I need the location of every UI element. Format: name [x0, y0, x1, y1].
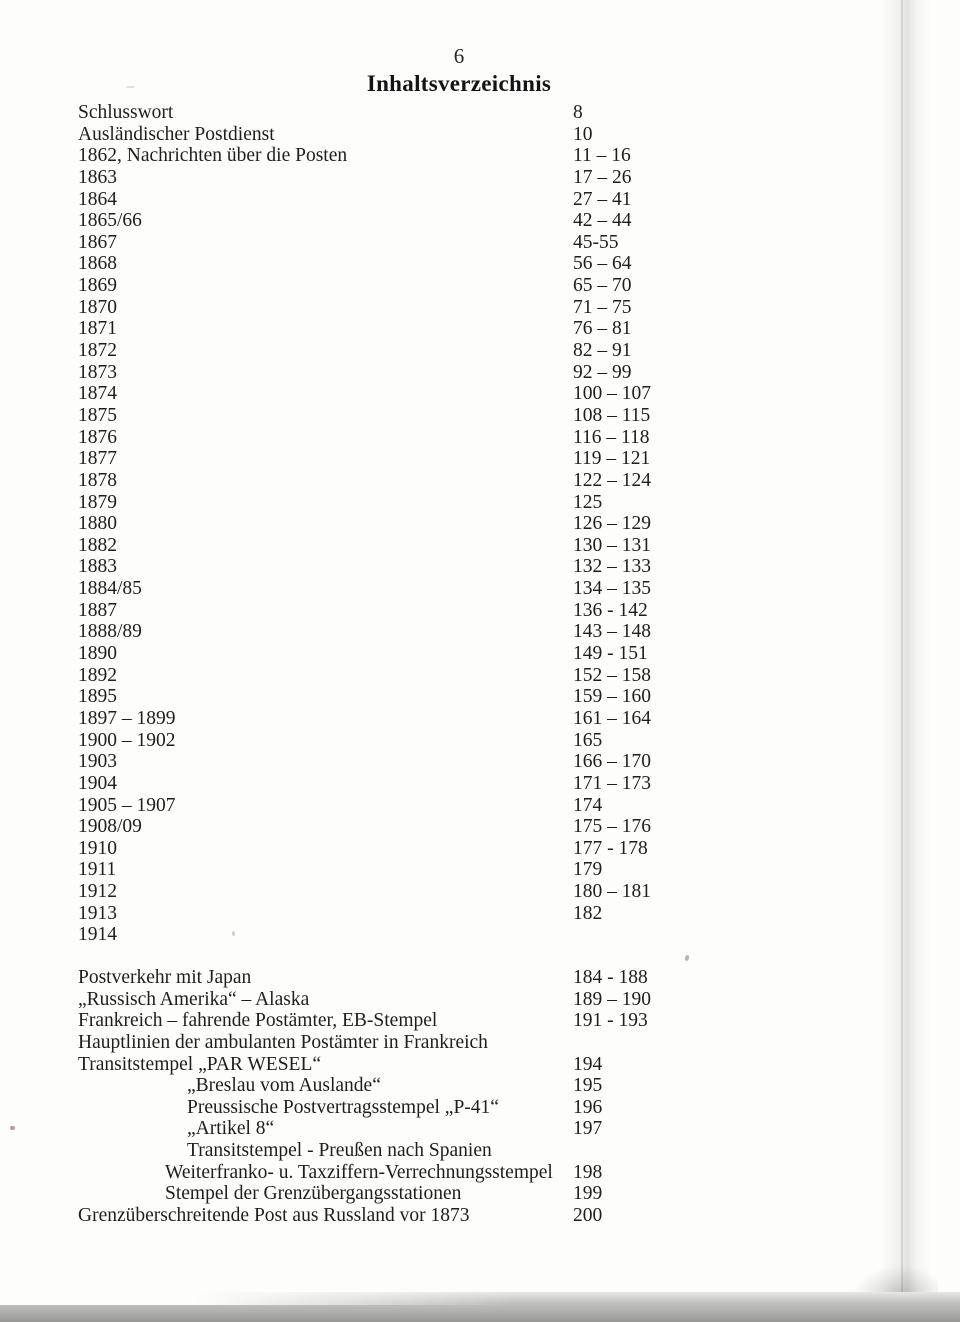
toc-entry [78, 535, 840, 557]
toc-entry [78, 1075, 840, 1097]
toc-entry-pages: 11 – 16 [573, 145, 631, 167]
toc-entry [78, 730, 840, 752]
toc-entry [78, 1010, 840, 1032]
toc-entry-label: Stempel der Grenzübergangsstationen [165, 1183, 462, 1205]
toc-entry [78, 643, 840, 665]
toc-entry-label: Grenzüberschreitende Post aus Russland vor 1873 [78, 1205, 470, 1227]
toc-entry [78, 578, 840, 600]
toc-entry-label: 1875 [78, 404, 117, 426]
toc-entry-label: „Artikel 8“ [187, 1118, 275, 1140]
page-number: 6 [453, 44, 465, 68]
toc-entry-label: 1877 [78, 448, 117, 470]
toc-entry-label: 1890 [78, 643, 117, 665]
toc-entry-pages: 189 – 190 [573, 988, 651, 1010]
toc-entry-pages: 71 – 75 [573, 296, 632, 318]
toc-entry-pages: 119 – 121 [573, 448, 651, 470]
toc-entry-pages: 136 - 142 [573, 599, 648, 621]
toc-entry-pages: 134 – 135 [573, 578, 651, 600]
toc-entry-pages: 191 - 193 [573, 1010, 648, 1032]
toc-entry-pages: 132 – 133 [573, 556, 651, 578]
toc-entry-label: 1903 [78, 751, 117, 773]
toc-entry [78, 1032, 840, 1054]
toc-entry [78, 253, 840, 275]
toc-entry [78, 708, 840, 730]
toc-entry-label: 1868 [78, 253, 117, 275]
toc-entry-label: 1904 [78, 772, 117, 794]
toc-entry [78, 318, 840, 340]
toc-entry-label: Preussische Postvertragsstempel „P-41“ [187, 1096, 499, 1118]
toc-entry-pages: 177 - 178 [573, 837, 648, 859]
toc-entry-label: 1863 [78, 166, 117, 188]
toc-entry-pages: 200 [573, 1205, 603, 1227]
toc-entry-label: 1884/85 [78, 578, 142, 600]
toc-entry [78, 903, 840, 925]
toc-entry [78, 816, 840, 838]
toc-entry-pages: 56 – 64 [573, 253, 632, 275]
toc-entry-label: 1873 [78, 361, 117, 383]
scan-speck [126, 86, 135, 88]
toc-entry-pages: 175 – 176 [573, 816, 651, 838]
toc-entry-pages: 174 [573, 794, 603, 816]
toc-entry-label: 1892 [78, 664, 117, 686]
toc-entry-label: 1905 – 1907 [78, 794, 176, 816]
toc-entry-label: 1911 [78, 859, 117, 881]
toc-entry [78, 924, 840, 946]
toc-entry-label: 1867 [78, 231, 117, 253]
toc-entry [78, 838, 840, 860]
toc-entry-label: 1908/09 [78, 816, 142, 838]
toc-entry-label: 1900 – 1902 [78, 729, 176, 751]
toc-entry-label: Transitstempel „PAR WESEL“ [78, 1053, 322, 1075]
toc-entry [78, 795, 840, 817]
toc-entry-pages: 159 – 160 [573, 686, 651, 708]
toc-entry [78, 145, 840, 167]
toc-entry [78, 232, 840, 254]
toc-entry-label: Hauptlinien der ambulanten Postämter in Frankreich [78, 1031, 488, 1053]
scan-speck [10, 1126, 15, 1130]
toc-entry-pages: 10 [573, 123, 593, 145]
toc-entry-pages: 45-55 [573, 231, 619, 253]
toc-entry-pages: 82 – 91 [573, 340, 632, 362]
toc-entry-label: 1913 [78, 902, 117, 924]
toc-entry [78, 275, 840, 297]
toc-entry [78, 1162, 840, 1184]
toc-entry [78, 967, 840, 989]
toc-entry-label: 1880 [78, 513, 117, 535]
toc-entry-label: 1895 [78, 686, 117, 708]
toc-entry-pages: 171 – 173 [573, 772, 651, 794]
toc-entry [78, 362, 840, 384]
toc-entry-pages: 180 – 181 [573, 881, 651, 903]
toc-entry-label: 1878 [78, 469, 117, 491]
toc-entry-label: 1879 [78, 491, 117, 513]
page-title: Inhaltsverzeichnis [366, 71, 552, 96]
toc-entry-label: 1888/89 [78, 621, 142, 643]
toc-entry-label: 1887 [78, 599, 117, 621]
toc-entry [78, 1205, 840, 1227]
toc-entry-pages: 92 – 99 [573, 361, 632, 383]
toc-entry-pages: 125 [573, 491, 603, 513]
toc-entry-label: Schlusswort [78, 102, 174, 123]
toc-entry-pages: 166 – 170 [573, 751, 651, 773]
toc-entry-label: 1872 [78, 340, 117, 362]
toc-entry-label: „Russisch Amerika“ – Alaska [78, 988, 310, 1010]
toc-entry-pages: 165 [573, 729, 603, 751]
toc-entry [78, 167, 840, 189]
toc-entry-pages: 194 [573, 1053, 603, 1075]
toc-entry-label: 1862, Nachrichten über die Posten [78, 145, 348, 167]
toc-entry [78, 189, 840, 211]
toc-entry-label: 1864 [78, 188, 117, 210]
toc-entry-label: Transitstempel - Preußen nach Spanien [187, 1140, 492, 1162]
toc-entry [78, 751, 840, 773]
toc-entry [78, 989, 840, 1011]
toc-entry-pages: 130 – 131 [573, 534, 651, 556]
toc-entry-label: Weiterfranko- u. Taxziffern-Verrechnungsstempel [165, 1161, 553, 1183]
toc-entry [78, 492, 840, 514]
toc-entry [78, 102, 840, 124]
scan-speck [232, 931, 235, 936]
toc-entry-pages: 42 – 44 [573, 210, 632, 232]
toc-entry [78, 124, 840, 146]
toc-list-years [78, 102, 840, 946]
toc-entry [78, 556, 840, 578]
toc-entry-label: Postverkehr mit Japan [78, 967, 252, 988]
toc-entry-label: 1871 [78, 318, 117, 340]
toc-entry-label: 1883 [78, 556, 117, 578]
toc-entry [78, 881, 840, 903]
toc-entry [78, 340, 840, 362]
toc-entry-label: 1876 [78, 426, 117, 448]
toc-entry-pages: 116 – 118 [573, 426, 650, 448]
page-curl-shadow [880, 0, 932, 1294]
scan-speck [684, 954, 690, 961]
toc-entry-label: 1882 [78, 534, 117, 556]
toc-entry-label: 1910 [78, 837, 117, 859]
toc-entry [78, 1097, 840, 1119]
toc-entry [78, 1118, 840, 1140]
toc-entry-pages: 182 [573, 902, 603, 924]
toc-entry-label: Frankreich – fahrende Postämter, EB-Stempel [78, 1010, 438, 1032]
toc-entry-pages: 122 – 124 [573, 469, 651, 491]
toc-entry [78, 427, 840, 449]
toc-entry-pages: 65 – 70 [573, 275, 632, 297]
page-edge-line [901, 0, 903, 1294]
toc-entry [78, 513, 840, 535]
toc-entry-pages: 126 – 129 [573, 513, 651, 535]
toc-entry-pages: 108 – 115 [573, 404, 651, 426]
toc-entry [78, 665, 840, 687]
toc-entry-label: 1869 [78, 275, 117, 297]
toc-entry-pages: 17 – 26 [573, 166, 632, 188]
scan-bottom-fade [0, 1292, 557, 1305]
toc-entry [78, 686, 840, 708]
toc-entry [78, 448, 840, 470]
toc-entry [78, 405, 840, 427]
toc-entry [78, 1054, 840, 1076]
toc-entry-pages: 161 – 164 [573, 707, 651, 729]
toc-entry-pages: 179 [573, 859, 603, 881]
toc-entry-pages: 149 - 151 [573, 643, 648, 665]
toc-entry [78, 383, 840, 405]
toc-entry-pages: 152 – 158 [573, 664, 651, 686]
toc-entry-pages: 197 [573, 1118, 603, 1140]
toc-entry-pages: 27 – 41 [573, 188, 632, 210]
toc-entry [78, 1140, 840, 1162]
toc-entry-label: 1897 – 1899 [78, 707, 176, 729]
toc-entry-label: 1874 [78, 383, 117, 405]
toc-entry-pages: 8 [573, 102, 583, 123]
toc-entry-pages: 100 – 107 [573, 383, 651, 405]
toc-entry-pages: 76 – 81 [573, 318, 632, 340]
toc-entry-pages: 196 [573, 1096, 603, 1118]
toc-entry-label: Ausländischer Postdienst [78, 123, 275, 145]
toc-entry [78, 773, 840, 795]
toc-entry-label: 1870 [78, 296, 117, 318]
toc-entry-label: 1912 [78, 881, 117, 903]
toc-entry-label: 1865/66 [78, 210, 142, 232]
toc-entry [78, 1183, 840, 1205]
toc-entry-pages: 198 [573, 1161, 603, 1183]
toc-entry [78, 621, 840, 643]
toc-entry-label: „Breslau vom Auslande“ [187, 1075, 381, 1097]
toc-entry-pages: 184 - 188 [573, 967, 648, 988]
toc-entry-label: 1914 [78, 924, 117, 946]
toc-entry [78, 210, 840, 232]
toc-entry-pages: 143 – 148 [573, 621, 651, 643]
toc-entry-pages: 195 [573, 1075, 603, 1097]
toc-list-topics [78, 967, 840, 1227]
toc-entry-pages: 199 [573, 1183, 603, 1205]
toc-entry [78, 859, 840, 881]
toc-entry [78, 470, 840, 492]
toc-entry [78, 297, 840, 319]
toc-entry [78, 600, 840, 622]
